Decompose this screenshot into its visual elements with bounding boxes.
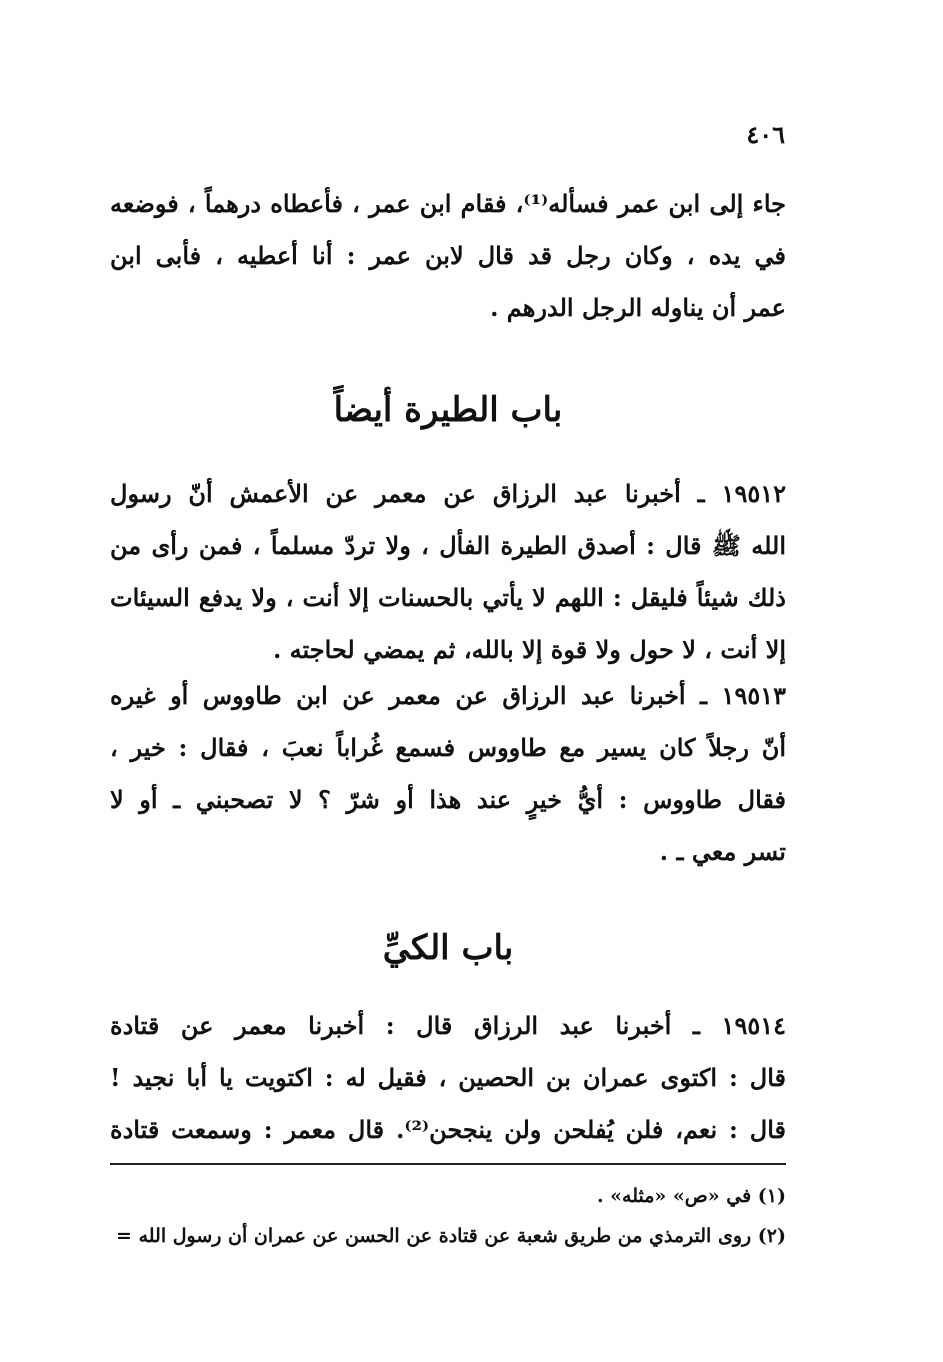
text-line: ١٩٥١٢ ـ أخبرنا عبد الرزاق عن معمر عن الأعمش أنّ رسول (110, 479, 786, 508)
text-line: ١٩٥١٣ ـ أخبرنا عبد الرزاق عن معمر عن ابن طاووس أو غيره (110, 681, 786, 710)
section-heading-kayy: باب الكيِّ (382, 928, 514, 968)
text-line: الله ﷺ قال : أصدق الطيرة الفأل ، ولا تردّ مسلماً ، فمن رأى من (110, 531, 786, 560)
text-line: إلا أنت ، لا حول ولا قوة إلا بالله، ثم يمضي لحاجته . (272, 635, 786, 664)
text-line: قال : نعم، فلن يُفلحن ولن ينجحن⁽²⁾. قال معمر : وسمعت قتادة (110, 1115, 786, 1144)
hadith-19513 (110, 670, 786, 878)
footnotes (110, 1176, 786, 1256)
intro-paragraph (110, 178, 786, 334)
page-number: ٤٠٦ (746, 120, 785, 149)
text-line: فقال طاووس : أيُّ خيرٍ عند هذا أو شرّ ؟ لا تصحبني ـ أو لا (110, 785, 786, 814)
text-line: عمر أن يناوله الرجل الدرهم . (490, 293, 786, 322)
text-line: تسر معي ـ . (659, 837, 786, 866)
footnote-divider (110, 1163, 786, 1165)
footnote-2: (٢) روى الترمذي من طريق شعبة عن قتادة عن الحسن عن عمران أن رسول الله = (116, 1225, 786, 1247)
text-line: جاء إلى ابن عمر فسأله⁽¹⁾، فقام ابن عمر ، فأعطاه درهماً ، فوضعه (110, 189, 786, 218)
footnote-1: (١) في «ص» «مثله» . (596, 1185, 786, 1207)
section-heading-tiyara: باب الطيرة أيضاً (333, 390, 563, 430)
hadith-19514 (110, 1000, 786, 1156)
text-line: في يده ، وكان رجل قد قال لابن عمر : أنا أعطيه ، فأبى ابن (110, 241, 786, 270)
text-line: أنّ رجلاً كان يسير مع طاووس فسمع غُراباً نعبَ ، فقال : خير ، (110, 733, 786, 762)
text-line: ذلك شيئاً فليقل : اللهم لا يأتي بالحسنات إلا أنت ، ولا يدفع السيئات (110, 583, 786, 612)
hadith-19512 (110, 468, 786, 676)
text-line: ١٩٥١٤ ـ أخبرنا عبد الرزاق قال : أخبرنا معمر عن قتادة (110, 1011, 786, 1040)
text-line: قال : اكتوى عمران بن الحصين ، فقيل له : اكتويت يا أبا نجيد ! (110, 1063, 786, 1092)
